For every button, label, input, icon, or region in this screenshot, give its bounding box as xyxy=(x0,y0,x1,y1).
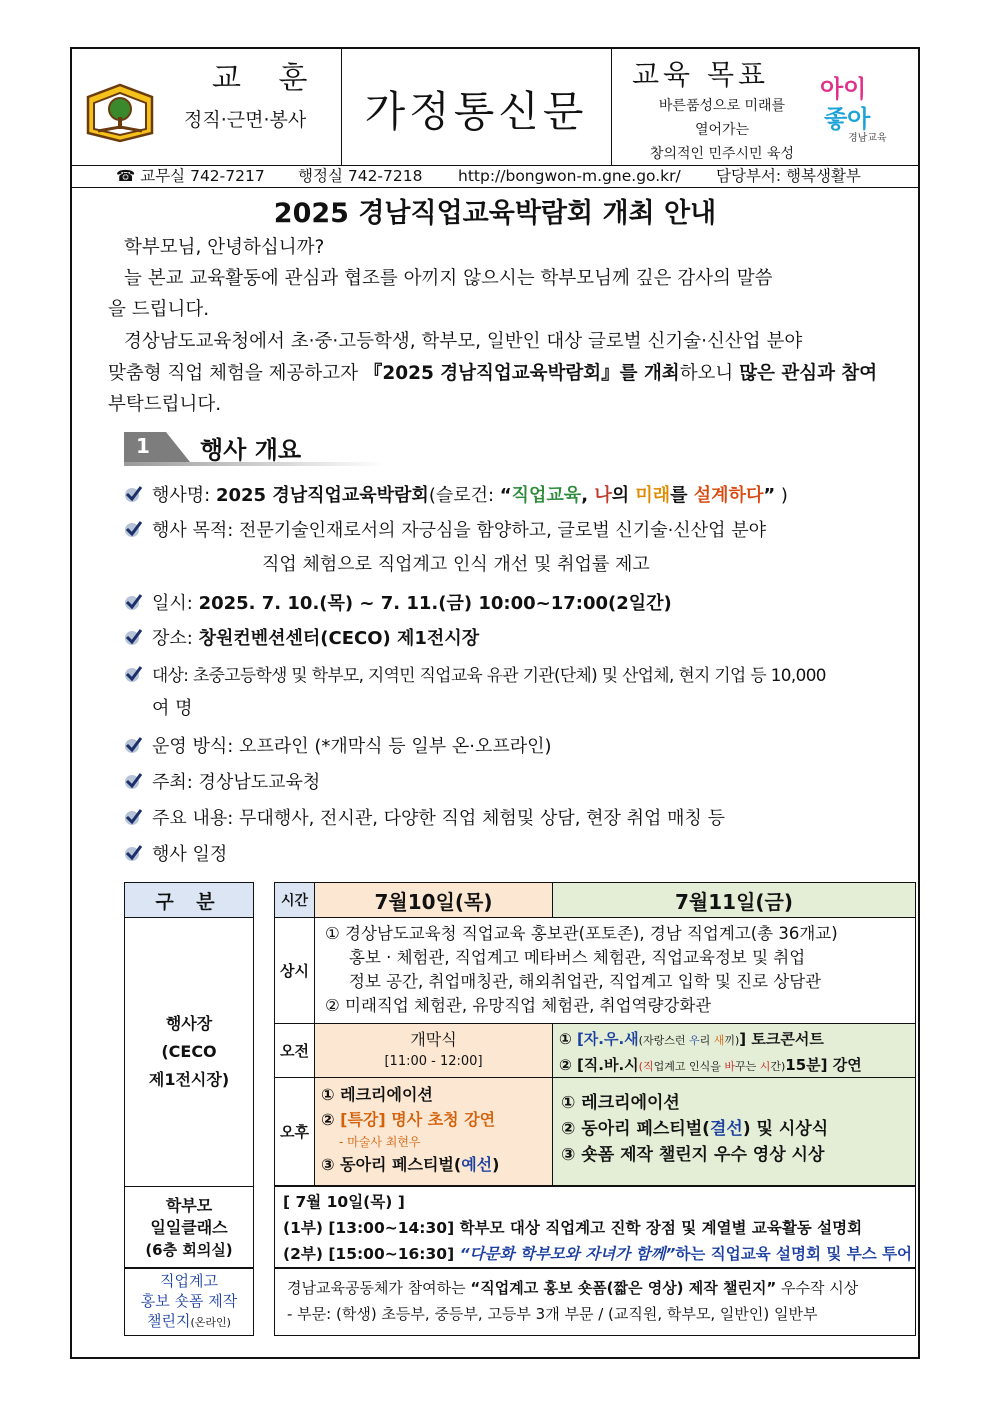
shortform-line: 직업계고 xyxy=(160,1272,218,1290)
school-logo-icon xyxy=(86,83,154,143)
check-icon xyxy=(124,593,142,611)
venue-line: 행사장 xyxy=(165,1014,213,1033)
venue-line: 제1전시장) xyxy=(148,1070,230,1089)
section-title: 행사 개요 xyxy=(200,436,302,464)
label: 장소: xyxy=(152,628,199,649)
intro-text: 하오니 xyxy=(679,363,740,384)
slogan-part: 설계하다 xyxy=(693,485,764,506)
newsletter-title: 가정통신문 xyxy=(364,87,588,136)
parent-line: 학부모 xyxy=(165,1196,213,1215)
parent-session-2: (2부) [15:00~16:30] “다문화 학부모와 자녀가 함께”하는 직업교육 설명회 및 부스 투어 xyxy=(283,1245,913,1263)
intro-paragraph-2b xyxy=(108,358,890,389)
division-header: 구 분 xyxy=(125,883,253,918)
motto-title: 교 훈 xyxy=(212,61,322,96)
host-text: 주최: 경상남도교육청 xyxy=(152,772,321,793)
slogan-part: 나 xyxy=(594,485,612,506)
bullet-host xyxy=(124,766,904,800)
row-am-label: 오전 xyxy=(275,1024,315,1078)
check-icon xyxy=(124,772,142,790)
document-title: 2025 경남직업교육박람회 개최 안내 xyxy=(273,198,717,229)
slogan-quote: “ xyxy=(499,485,512,506)
pm-day1-line: ① 레크리에이션 xyxy=(321,1085,433,1104)
check-icon xyxy=(124,628,142,646)
venue-line: (CECO xyxy=(161,1042,217,1061)
bullet-schedule xyxy=(124,838,904,872)
opening-time: [11:00 - 12:00] xyxy=(384,1053,483,1069)
gyeongnam-education-logo xyxy=(818,69,902,149)
slogan-close: ) xyxy=(775,485,788,506)
intro-paragraph-2a: 경상남도교육청에서 초·중·고등학생, 학부모, 일반인 대상 글로벌 신기술·신산업 분야 xyxy=(124,331,803,352)
intro-paragraph-2c: 부탁드립니다. xyxy=(108,394,222,415)
shortform-line: 홍보 숏폼 제작 xyxy=(140,1292,238,1310)
greeting: 학부모님, 안녕하십니까? xyxy=(124,237,325,258)
target-line-2: 여 명 xyxy=(152,698,193,719)
slogan-open: (슬로건: xyxy=(428,485,500,506)
check-icon xyxy=(124,808,142,826)
pm-day2-line: ① 레크리에이션 xyxy=(561,1093,680,1113)
pm-day2-cell xyxy=(553,1078,915,1185)
phone-office: ☎ 교무실 742-7217 xyxy=(116,167,265,185)
bullet-place xyxy=(124,622,904,656)
intro-text: 맞춤형 직업 체험을 제공하고자 xyxy=(108,363,364,384)
section-number: 1 xyxy=(136,434,150,458)
parent-line: (6층 회의실) xyxy=(145,1241,233,1259)
day1-header: 7월10일(목) xyxy=(315,883,553,918)
phone-admin: 행정실 742-7218 xyxy=(298,167,423,185)
parent-class-table xyxy=(274,1186,916,1268)
intro-paragraph-1b: 을 드립니다. xyxy=(108,299,210,320)
mode-text: 운영 방식: 오프라인 (*개막식 등 일부 온·오프라인) xyxy=(152,736,552,757)
pm-day1-line: - 마술사 최현우 xyxy=(339,1135,421,1149)
purpose-line-1: 행사 목적: 전문기술인재로서의 자긍심을 함양하고, 글로벌 신기술·신산업 분야 xyxy=(152,520,766,541)
bullet-mode xyxy=(124,730,904,764)
check-icon xyxy=(124,485,142,503)
slogan-part: 직업교육 xyxy=(511,485,582,506)
slogan-part: 를 xyxy=(670,485,694,506)
schedule-right-table xyxy=(274,882,916,1186)
shortform-line: 챌린지(온라인) xyxy=(147,1312,231,1330)
check-icon xyxy=(124,520,142,538)
motto-cell xyxy=(72,49,342,165)
brand-sub: 경남교육 xyxy=(848,133,887,144)
bullet-date xyxy=(124,587,904,621)
motto-text: 정직·근면·봉사 xyxy=(184,109,307,131)
shortform-table xyxy=(274,1268,916,1336)
schedule-left-column xyxy=(124,882,254,1268)
school-url[interactable]: http://bongwon-m.gne.go.kr/ xyxy=(458,167,681,185)
bullet-target xyxy=(124,658,904,692)
always-line: 정보 공간, 취업매칭관, 해외취업관, 직업계고 입학 및 진로 상담관 xyxy=(349,972,822,991)
section-heading xyxy=(124,432,384,466)
bullet-content xyxy=(124,802,904,836)
target-line-1: 대상: 초중고등학생 및 학부모, 지역민 직업교육 유관 기관(단체) 및 산업체, 현지 기업 등 10,000 xyxy=(152,665,826,685)
slogan-part: , xyxy=(581,485,595,506)
intro-paragraph-1a: 늘 본교 교육활동에 관심과 협조를 아끼지 않으시는 학부모님께 깊은 감사의 말씀 xyxy=(124,268,773,289)
always-line: ① 경상남도교육청 직업교육 홍보관(포토존), 경남 직업계고(총 36개교) xyxy=(325,924,838,943)
am-day1-cell xyxy=(315,1024,553,1078)
parent-line: 일일클래스 xyxy=(150,1218,228,1237)
event-place: 창원컨벤션센터(CECO) 제1전시장 xyxy=(198,628,480,649)
label: 행사명: xyxy=(152,485,216,506)
contact-bar xyxy=(72,165,918,188)
parent-date: [ 7월 10일(목) ] xyxy=(283,1193,405,1211)
always-line: ② 미래직업 체험관, 유망직업 체험관, 취업역량강화관 xyxy=(325,996,712,1015)
check-icon xyxy=(124,844,142,862)
shortform-left-cell xyxy=(124,1268,254,1336)
goal-line-3: 창의적인 민주시민 육성 xyxy=(649,146,795,162)
department: 담당부서: 행복생활부 xyxy=(716,167,861,185)
time-header: 시간 xyxy=(275,883,315,918)
newsletter-page xyxy=(70,47,920,1359)
parent-session-1: (1부) [13:00~14:30] 학부모 대상 직업계고 진학 장점 및 계열별 교육활동 설명회 xyxy=(283,1219,863,1237)
bullet-purpose xyxy=(124,514,904,548)
check-icon xyxy=(124,736,142,754)
always-cell xyxy=(315,918,915,1024)
am-day2-cell xyxy=(553,1024,915,1078)
label: 일시: xyxy=(152,593,199,614)
parent-class-content xyxy=(275,1187,915,1267)
pm-day2-line: ② 동아리 페스티벌(결선) 및 시상식 xyxy=(561,1119,829,1139)
shortform-label xyxy=(125,1269,253,1335)
goal-line-1: 바른품성으로 미래를 xyxy=(658,98,786,114)
intro-bold: 『2025 경남직업교육박람회』를 개최 xyxy=(363,363,680,384)
event-name: 2025 경남직업교육박람회 xyxy=(215,485,429,506)
check-icon xyxy=(124,665,142,683)
event-date: 2025. 7. 10.(목) ~ 7. 11.(금) 10:00~17:00(2일간) xyxy=(198,593,672,614)
slogan-part: 의 xyxy=(611,485,636,506)
header xyxy=(72,49,918,166)
day2-header: 7월11일(금) xyxy=(553,883,915,918)
shortform-text-2: - 부문: (학생) 초등부, 중등부, 고등부 3개 부문 / (교직원, 학부모, 일반인) 일반부 xyxy=(287,1305,818,1323)
bullet-event-name xyxy=(124,479,904,513)
intro-bold: 많은 관심과 참여 xyxy=(739,363,878,384)
shortform-text-1: 경남교육공동체가 참여하는 “직업계고 홍보 숏폼(짧은 영상) 제작 챌린지” 우수작 시상 xyxy=(287,1279,859,1297)
shortform-content xyxy=(275,1269,915,1335)
goal-title: 교육 목표 xyxy=(632,58,770,91)
slogan-part: 미래 xyxy=(635,485,671,506)
purpose-line-2: 직업 체험으로 직업계고 인식 개선 및 취업률 제고 xyxy=(262,554,650,575)
am-day2-line-2: ② [직.바.시(직업계고 인식을 바꾸는 시간)15분] 강연 xyxy=(559,1056,862,1074)
pm-day1-cell xyxy=(315,1078,553,1185)
always-line: 홍보 · 체험관, 직업계고 메타버스 체험관, 직업교육정보 및 취업 xyxy=(349,948,806,967)
goal-line-2: 열어가는 xyxy=(694,122,750,138)
parent-class-cell xyxy=(125,1187,253,1269)
pm-day2-line: ③ 숏폼 제작 챌린지 우수 영상 시상 xyxy=(561,1145,825,1165)
brand-top: 아이 xyxy=(820,75,867,103)
schedule-label: 행사 일정 xyxy=(152,844,228,865)
content-text: 주요 내용: 무대행사, 전시관, 다양한 직업 체험및 상담, 현장 취업 매칭 등 xyxy=(152,808,726,829)
row-pm-label: 오후 xyxy=(275,1078,315,1185)
newsletter-title-cell xyxy=(342,49,612,165)
am-day2-line-1: ① [자.우.새(자랑스런 우리 새끼)] 토크콘서트 xyxy=(559,1030,824,1048)
opening-ceremony: 개막식 xyxy=(410,1029,457,1049)
brand-bottom: 좋아 xyxy=(824,105,871,133)
pm-day1-line: ③ 동아리 페스티벌(예선) xyxy=(321,1155,500,1174)
venue-cell xyxy=(125,918,253,1187)
slogan-quote: ” xyxy=(763,485,776,506)
pm-day1-line: ② [특강] 명사 초청 강연 xyxy=(321,1110,496,1129)
row-always-label: 상시 xyxy=(275,918,315,1024)
